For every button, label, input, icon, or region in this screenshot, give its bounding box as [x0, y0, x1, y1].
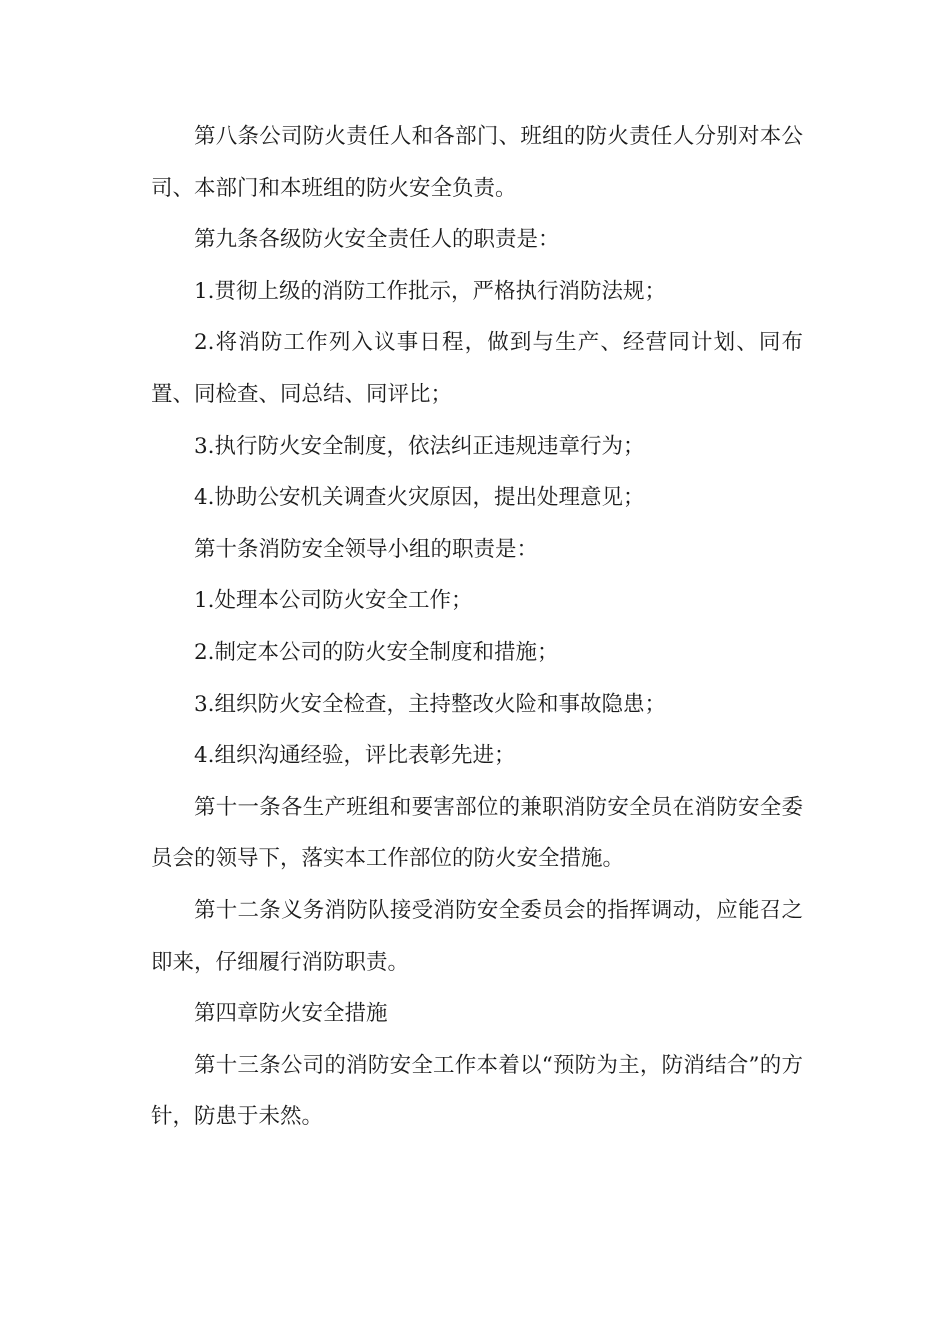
chapter-heading-4: 第四章防火安全措施 — [194, 1001, 388, 1027]
paragraph-article-9-item-4: 4.协助公安机关调查火灾原因，提出处理意见； — [194, 485, 645, 511]
paragraph-article-10-item-2: 2.制定本公司的防火安全制度和措施； — [194, 639, 559, 665]
paragraph-article-10-item-3: 3.组织防火安全检查，主持整改火险和事故隐患； — [194, 691, 667, 717]
paragraph-article-11: 第十一条各生产班组和要害部位的兼职消防安全员在消防安全委员会的领导下，落实本工作部位的防火安全措施。 — [151, 794, 803, 872]
document-body — [151, 111, 803, 1143]
paragraph-article-9-item-1: 1.贯彻上级的消防工作批示，严格执行消防法规； — [194, 278, 667, 304]
paragraph-article-10-item-1: 1.处理本公司防火安全工作； — [194, 588, 473, 614]
paragraph-article-10: 第十条消防安全领导小组的职责是： — [194, 536, 539, 562]
paragraph-article-9-item-2: 2.将消防工作列入议事日程，做到与生产、经营同计划、同布置、同检查、同总结、同评比； — [151, 330, 803, 407]
paragraph-article-8: 第八条公司防火责任人和各部门、班组的防火责任人分别对本公司、本部门和本班组的防火安全负责。 — [151, 124, 803, 201]
paragraph-article-9-item-3: 3.执行防火安全制度，依法纠正违规违章行为； — [194, 433, 645, 459]
paragraph-article-9: 第九条各级防火安全责任人的职责是： — [194, 227, 560, 253]
paragraph-article-13: 第十三条公司的消防安全工作本着以“预防为主，防消结合”的方针，防患于未然。 — [151, 1052, 803, 1130]
paragraph-article-10-item-4: 4.组织沟通经验，评比表彰先进； — [194, 743, 516, 769]
paragraph-article-12: 第十二条义务消防队接受消防安全委员会的指挥调动，应能召之即来，仔细履行消防职责。 — [151, 897, 803, 975]
